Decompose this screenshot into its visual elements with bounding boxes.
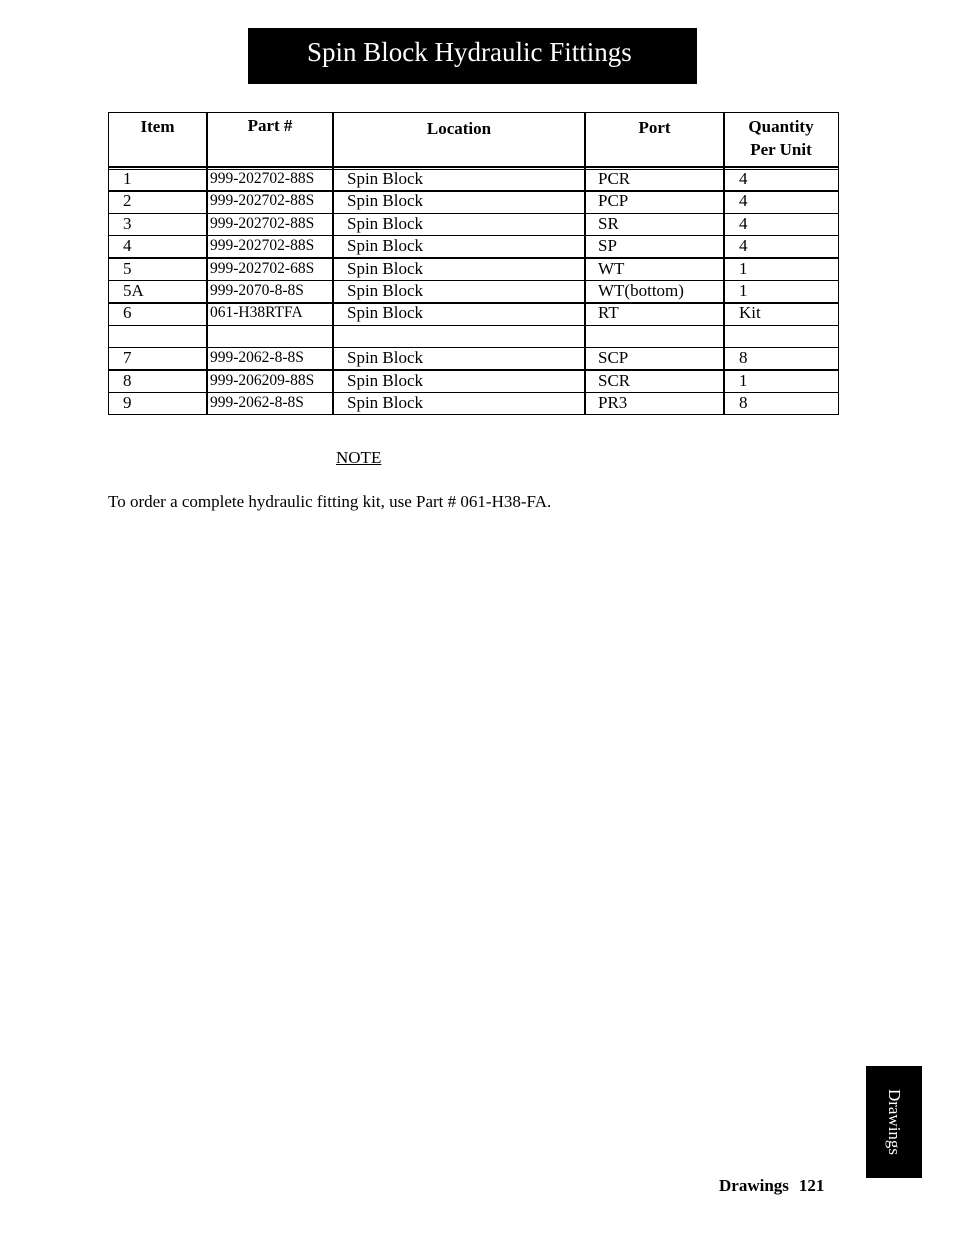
section-tab (866, 1066, 922, 1178)
cell-part: 999-202702-68S (210, 259, 315, 277)
cell-part: 999-2070-8-8S (210, 282, 304, 299)
parts-table (108, 112, 839, 415)
cell-qty: 1 (739, 258, 748, 278)
cell-qty: 1 (739, 281, 748, 300)
cell-location: Spin Block (347, 213, 424, 233)
cell-port: SR (598, 213, 619, 233)
cell-part: 999-202702-88S (210, 237, 315, 255)
cell-port: RT (598, 303, 619, 323)
cell-qty: 1 (739, 370, 748, 390)
note-text: To order a complete hydraulic fitting kit, use Part # 061-H38-FA. (108, 492, 552, 511)
section-tab-label: Drawings (885, 1088, 904, 1156)
cell-location: Spin Block (347, 169, 424, 188)
cell-location: Spin Block (347, 370, 424, 390)
note-heading: NOTE (336, 448, 382, 467)
cell-location: Spin Block (347, 348, 424, 368)
cell-part: 999-2062-8-8S (210, 349, 304, 367)
cell-port: WT(bottom) (598, 281, 684, 300)
cell-port: PCR (598, 169, 631, 188)
header-part-number: Part # (247, 116, 293, 135)
row-divider (109, 166, 838, 168)
cell-port: PCP (598, 191, 629, 211)
page-title: Spin Block Hydraulic Fittings (307, 37, 632, 67)
title-banner (248, 28, 697, 84)
cell-location: Spin Block (347, 393, 424, 412)
cell-qty: 4 (739, 213, 748, 233)
cell-qty: 8 (739, 393, 748, 412)
cell-qty: 4 (739, 169, 748, 188)
header-quantity: Quantity (748, 117, 814, 136)
cell-location: Spin Block (347, 303, 424, 323)
cell-item: 5 (123, 258, 132, 278)
cell-item: 8 (123, 370, 132, 390)
cell-item: 4 (123, 236, 132, 256)
cell-item: 6 (123, 303, 132, 323)
cell-qty: 4 (739, 236, 748, 256)
cell-item: 1 (123, 169, 132, 188)
row-divider (109, 325, 838, 327)
cell-part: 999-2062-8-8S (210, 394, 304, 411)
cell-item: 2 (123, 191, 132, 211)
cell-qty: Kit (739, 303, 761, 323)
cell-item: 3 (123, 213, 132, 233)
cell-qty: 8 (739, 348, 748, 368)
cell-item: 5A (123, 281, 144, 300)
cell-port: PR3 (598, 393, 628, 412)
cell-item: 9 (123, 393, 132, 412)
cell-port: SP (598, 236, 617, 256)
header-location: Location (426, 119, 492, 138)
footer-section: Drawings (719, 1176, 789, 1195)
cell-item: 7 (123, 348, 132, 368)
cell-part: 999-202702-88S (210, 214, 315, 232)
cell-port: SCP (598, 348, 629, 368)
header-port: Port (638, 118, 671, 137)
cell-location: Spin Block (347, 281, 424, 300)
cell-location: Spin Block (347, 191, 424, 211)
cell-part: 999-202702-88S (210, 192, 315, 210)
cell-location: Spin Block (347, 236, 424, 256)
header-per-unit: Per Unit (750, 140, 812, 159)
cell-port: SCR (598, 370, 631, 390)
cell-location: Spin Block (347, 258, 424, 278)
header-item: Item (140, 117, 175, 136)
cell-part: 999-206209-88S (210, 371, 315, 389)
page-number: 121 (798, 1176, 825, 1195)
cell-part: 061-H38RTFA (210, 304, 303, 322)
cell-port: WT (598, 258, 625, 278)
cell-part: 999-202702-88S (210, 170, 315, 187)
cell-qty: 4 (739, 191, 748, 211)
page-footer (719, 1175, 824, 1197)
